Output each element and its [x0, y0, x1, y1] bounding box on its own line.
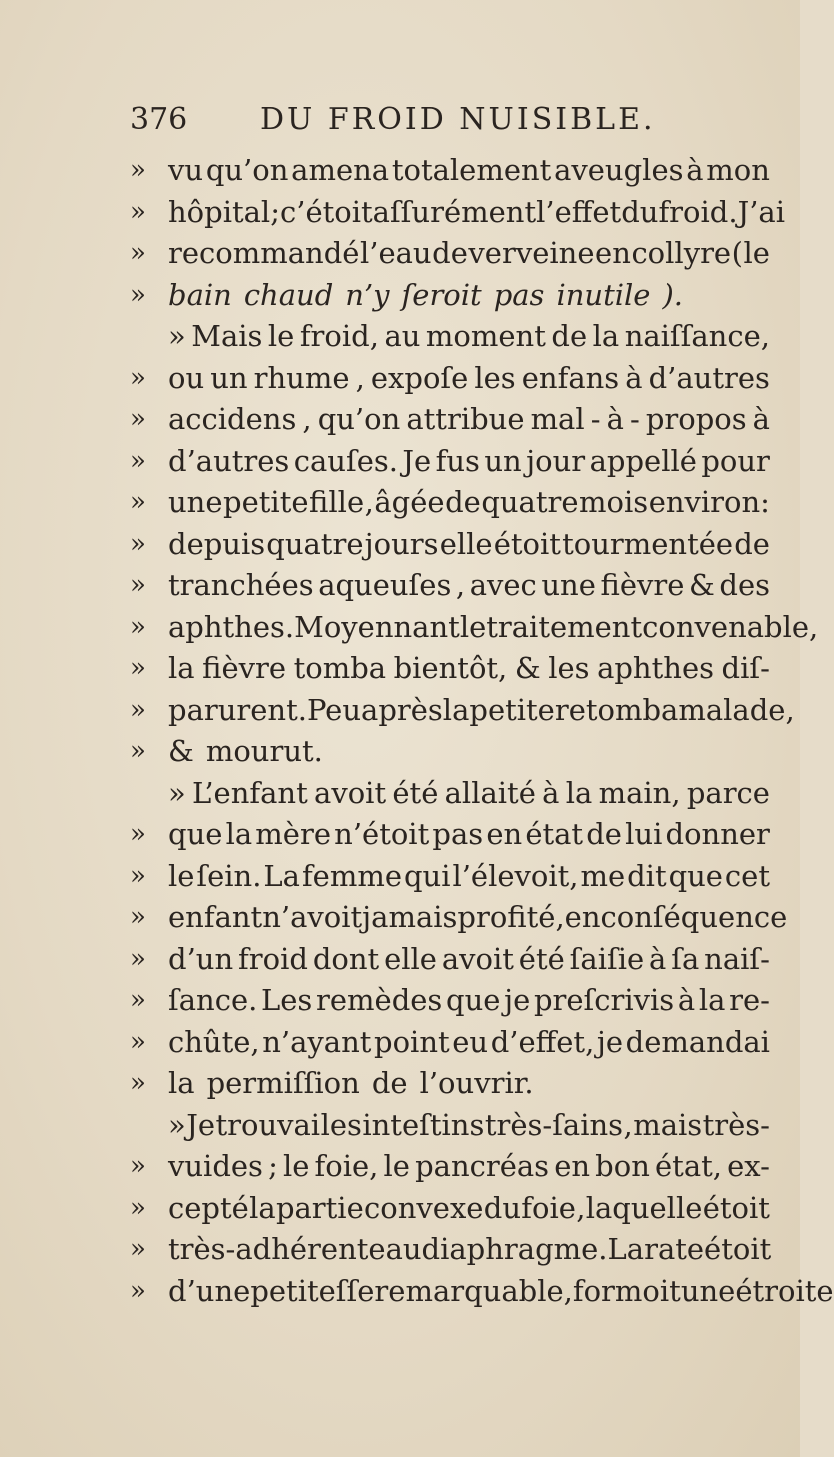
word: très-adhérente — [168, 1232, 386, 1266]
word: aphthes. — [168, 609, 295, 644]
word: pancréas — [415, 1149, 550, 1183]
word: convenable, — [642, 609, 819, 644]
page-number: 376 — [130, 102, 188, 137]
word: d’un — [168, 941, 234, 976]
word: mourut. — [205, 734, 323, 768]
word: fille — [309, 485, 365, 519]
word: ſa — [671, 941, 700, 976]
word: au — [385, 1232, 422, 1266]
word: laquelle — [585, 1190, 703, 1225]
word: elle — [439, 526, 493, 561]
word: fus — [435, 443, 480, 478]
word: enfans — [521, 360, 620, 395]
word: foie — [521, 1190, 576, 1225]
word: ou — [168, 360, 205, 395]
word: La — [607, 1232, 645, 1266]
word: cet — [724, 858, 770, 893]
word: n’étoit — [334, 817, 430, 851]
word: la — [442, 692, 470, 727]
word: n’avoit — [262, 900, 363, 934]
word: chûte, — [168, 1024, 260, 1059]
word: , — [302, 402, 312, 436]
word: eu — [452, 1024, 489, 1059]
word: de — [371, 1066, 408, 1100]
word: bain — [168, 277, 232, 312]
word: Les — [261, 983, 313, 1017]
word: très-ſains — [484, 1107, 624, 1142]
text-line — [130, 1063, 770, 1105]
word: mère — [255, 817, 331, 851]
quote-mark: » — [130, 653, 146, 683]
word: ſaiſie — [569, 941, 645, 976]
quote-mark: » — [130, 611, 146, 642]
word: diſ- — [721, 651, 770, 685]
word: je — [596, 1024, 624, 1059]
word: l’effet — [536, 194, 622, 229]
text-line — [130, 441, 770, 483]
word: - — [629, 402, 640, 436]
word: dont — [312, 941, 380, 976]
word: cepté — [168, 1190, 249, 1225]
text-line — [130, 316, 770, 358]
word: attribue — [406, 402, 525, 436]
word: dit — [627, 858, 667, 893]
text-line — [130, 980, 770, 1022]
word: pour — [701, 443, 770, 478]
quote-mark: » — [130, 736, 146, 766]
word: un — [484, 443, 522, 478]
word: donner — [665, 817, 770, 851]
quote-mark: » — [130, 279, 146, 310]
word: » — [168, 775, 186, 810]
text-line — [130, 358, 770, 400]
word: bon — [595, 1149, 650, 1183]
word: en — [486, 817, 523, 851]
quote-mark: » — [130, 1151, 146, 1181]
text-line — [130, 856, 770, 898]
text-line — [130, 233, 770, 275]
word: le — [383, 1149, 410, 1183]
word: hôpital — [168, 194, 271, 229]
word: c’étoit — [279, 194, 373, 229]
word: à — [606, 402, 624, 436]
word: rate — [644, 1232, 705, 1266]
word: étoit — [704, 1232, 772, 1266]
word: pas — [432, 817, 484, 851]
word: état — [525, 817, 584, 851]
word: inutile — [556, 277, 651, 312]
text-line — [130, 773, 770, 815]
word: allaité — [444, 775, 536, 810]
word: un — [210, 360, 248, 395]
text-line — [130, 1229, 770, 1271]
word: ex- — [727, 1149, 770, 1183]
word: , — [364, 485, 374, 519]
word: étoit — [493, 526, 561, 561]
word: vuides — [168, 1149, 263, 1183]
word: demandai — [625, 1024, 770, 1059]
word: d’une — [168, 1273, 251, 1308]
word: froid, — [299, 319, 379, 353]
word: fièvre — [202, 651, 287, 685]
word: La — [263, 858, 300, 893]
quote-mark: » — [130, 943, 146, 974]
quote-mark: » — [130, 445, 146, 476]
word: une — [168, 485, 223, 519]
word: depuis — [168, 526, 266, 561]
quote-mark: » — [130, 196, 146, 227]
text-line — [130, 1188, 770, 1230]
word: quatre — [481, 485, 579, 519]
word: froid. — [658, 194, 738, 229]
word: jour — [526, 443, 586, 478]
word: retomba — [554, 692, 679, 727]
word: ſance. — [168, 983, 258, 1017]
word: vu — [168, 153, 204, 187]
word: naiſſance, — [624, 319, 770, 353]
text-line — [130, 565, 770, 607]
quote-mark: » — [130, 570, 146, 600]
word: à — [686, 153, 704, 187]
word: qui — [403, 858, 451, 893]
word: totalement — [391, 153, 552, 187]
word: Mais — [191, 319, 263, 353]
word: le — [267, 319, 295, 353]
word: profité, — [457, 900, 565, 934]
word: la — [168, 651, 195, 685]
word: mais — [633, 1107, 703, 1142]
word: de — [432, 236, 468, 270]
quote-mark: » — [130, 1026, 146, 1057]
text-line — [130, 607, 819, 649]
word: traitement — [486, 609, 643, 644]
word: main, — [598, 775, 681, 810]
word: petite — [469, 692, 555, 727]
text-line — [130, 399, 770, 441]
word: d’autres — [168, 443, 290, 478]
quote-mark: » — [130, 985, 146, 1015]
word: que — [668, 858, 723, 893]
word: ſein. — [196, 858, 262, 893]
word: l’eau — [359, 236, 432, 270]
word: & — [514, 651, 541, 685]
word: propos — [645, 402, 747, 436]
quote-mark: » — [130, 902, 146, 932]
quote-mark: » — [130, 238, 146, 268]
text-line — [130, 524, 770, 566]
word: avoit — [441, 941, 514, 976]
word: la — [225, 817, 253, 851]
word: été — [392, 775, 439, 810]
word: recommandé — [168, 236, 360, 270]
word: & — [168, 734, 194, 768]
quote-mark: » — [130, 487, 146, 517]
word: avec — [469, 568, 537, 602]
word: le — [743, 236, 770, 270]
word: - — [590, 402, 601, 436]
word: petiteſſe — [250, 1273, 375, 1308]
word: foie, — [314, 1149, 379, 1183]
word: J’ai — [737, 194, 785, 229]
word: en — [554, 1149, 591, 1183]
text-line — [130, 275, 770, 317]
word: permiſſion — [206, 1066, 360, 1100]
word: étoit — [702, 1190, 770, 1225]
word: ( — [731, 236, 743, 270]
word: aveugles — [554, 153, 684, 187]
word: jours — [364, 526, 439, 561]
word: très- — [702, 1107, 770, 1142]
word: aphthes — [597, 651, 714, 685]
quote-mark: » — [130, 1275, 146, 1306]
word: femme — [301, 858, 402, 893]
text-line — [130, 648, 770, 690]
word: de — [551, 319, 588, 353]
word: ; — [270, 194, 280, 229]
word: l’ouvrir. — [419, 1066, 534, 1100]
word: en — [595, 236, 631, 270]
word: ſeroit — [401, 277, 482, 312]
word: chaud — [243, 277, 334, 312]
word: du — [621, 194, 659, 229]
word: diaphragme. — [421, 1232, 608, 1266]
word: me — [580, 858, 626, 893]
text-line — [130, 482, 770, 524]
word: d’effet, — [490, 1024, 595, 1059]
word: la — [249, 1190, 276, 1225]
quote-mark: » — [130, 1192, 146, 1223]
word: Peu — [306, 692, 362, 727]
word: l’élevoit, — [452, 858, 579, 893]
quote-mark: » — [130, 528, 146, 559]
word: après — [361, 692, 443, 727]
word: les — [474, 360, 516, 395]
word: état, — [655, 1149, 722, 1183]
word: appellé — [589, 443, 697, 478]
word: malade, — [678, 692, 795, 727]
word: re- — [729, 983, 770, 1017]
quote-mark: » — [130, 1234, 146, 1264]
word: une — [680, 1273, 736, 1308]
text-line — [130, 939, 770, 981]
quote-mark: » — [130, 819, 146, 849]
running-head: DU FROID NUISIBLE. — [260, 102, 656, 137]
word: Je — [402, 443, 432, 478]
word: Je — [186, 1107, 216, 1142]
word: à — [649, 941, 667, 976]
word: , — [623, 1107, 633, 1142]
word: point — [374, 1024, 450, 1059]
word: parce — [686, 775, 770, 810]
word: , — [355, 360, 365, 395]
word: petite — [223, 485, 309, 519]
word: le — [459, 609, 487, 644]
word: remèdes — [316, 983, 443, 1017]
quote-mark: » — [130, 155, 146, 185]
word: cauſes. — [293, 443, 398, 478]
word: conſéquence — [600, 900, 788, 934]
text-block — [130, 150, 834, 1312]
text-line — [130, 150, 770, 192]
word: n’ayant — [262, 1024, 372, 1059]
text-line — [130, 1022, 770, 1064]
text-line — [130, 731, 770, 773]
word: mois — [579, 485, 649, 519]
word: le — [282, 1149, 310, 1183]
quote-mark: » — [130, 860, 146, 891]
word: , — [576, 1190, 586, 1225]
word: accidens — [168, 402, 297, 436]
word: les — [320, 1107, 362, 1142]
word: que — [446, 983, 501, 1017]
word: collyre — [631, 236, 732, 270]
word: rhume — [253, 360, 350, 395]
word: moment — [425, 319, 546, 353]
word: à — [752, 402, 770, 436]
word: de — [445, 485, 481, 519]
word: elle — [384, 941, 437, 976]
word: environ: — [648, 485, 770, 519]
word: tourmentée — [562, 526, 734, 561]
word: lui — [625, 817, 663, 851]
word: L’enfant — [192, 775, 308, 810]
word: trouvai — [215, 1107, 321, 1142]
word: qu’on — [205, 153, 289, 187]
word: inteſtins — [362, 1107, 485, 1142]
page-header — [130, 102, 770, 146]
word: ). — [662, 277, 683, 312]
word: d’autres — [648, 360, 770, 395]
word: à — [542, 775, 560, 810]
word: formoit — [572, 1273, 681, 1308]
word: jamais — [362, 900, 458, 934]
word: âgée — [374, 485, 445, 519]
word: la — [565, 775, 593, 810]
word: les — [548, 651, 590, 685]
word: de — [586, 817, 622, 851]
word: une — [541, 568, 596, 602]
word: le — [168, 858, 195, 893]
word: la — [168, 1066, 195, 1100]
word: à — [677, 983, 696, 1017]
word: parurent. — [168, 692, 307, 727]
word: » — [168, 1107, 186, 1142]
word: du — [483, 1190, 522, 1225]
word: quatre — [266, 526, 364, 561]
word: & — [688, 568, 715, 602]
word: partie — [275, 1190, 364, 1225]
word: Moyennant — [294, 609, 460, 644]
word: n’y — [345, 277, 390, 312]
word: qu’on — [317, 402, 401, 436]
word: de — [734, 526, 770, 561]
word: , — [455, 568, 466, 602]
word: des — [719, 568, 770, 602]
word: tranchées — [168, 568, 314, 602]
quote-mark: » — [130, 404, 146, 434]
word: enfant — [168, 900, 263, 934]
word: mon — [706, 153, 770, 187]
word: que — [168, 817, 223, 851]
text-line — [130, 897, 788, 939]
word: fièvre — [600, 568, 685, 602]
word: amena — [291, 153, 390, 187]
word: été — [518, 941, 565, 976]
word: la — [698, 983, 726, 1017]
word: je — [504, 983, 531, 1017]
word: mal — [530, 402, 585, 436]
text-line — [130, 192, 785, 234]
word: étroite — [735, 1273, 834, 1308]
word: naiſ- — [704, 941, 770, 976]
word: la — [592, 319, 620, 353]
word: » — [168, 319, 186, 353]
word: froid — [238, 941, 308, 976]
text-line — [130, 814, 770, 856]
text-line — [130, 690, 795, 732]
text-line — [130, 1271, 834, 1313]
word: expoſe — [370, 360, 469, 395]
text-line — [130, 1146, 770, 1188]
word: verveine — [468, 236, 595, 270]
quote-mark: » — [130, 694, 146, 725]
word: convexe — [364, 1190, 484, 1225]
quote-mark: » — [130, 362, 146, 393]
word: à — [625, 360, 643, 395]
word: au — [384, 319, 421, 353]
word: en — [564, 900, 601, 934]
word: tomba — [293, 651, 387, 685]
text-line — [130, 1105, 770, 1147]
word: preſcrivis — [533, 983, 675, 1017]
word: ; — [268, 1149, 278, 1183]
word: bientôt, — [393, 651, 508, 685]
word: avoit — [314, 775, 387, 810]
quote-mark: » — [130, 1068, 146, 1098]
word: remarquable, — [374, 1273, 573, 1308]
word: pas — [493, 277, 545, 312]
word: aſſurément — [372, 194, 537, 229]
word: aqueuſes — [318, 568, 452, 602]
